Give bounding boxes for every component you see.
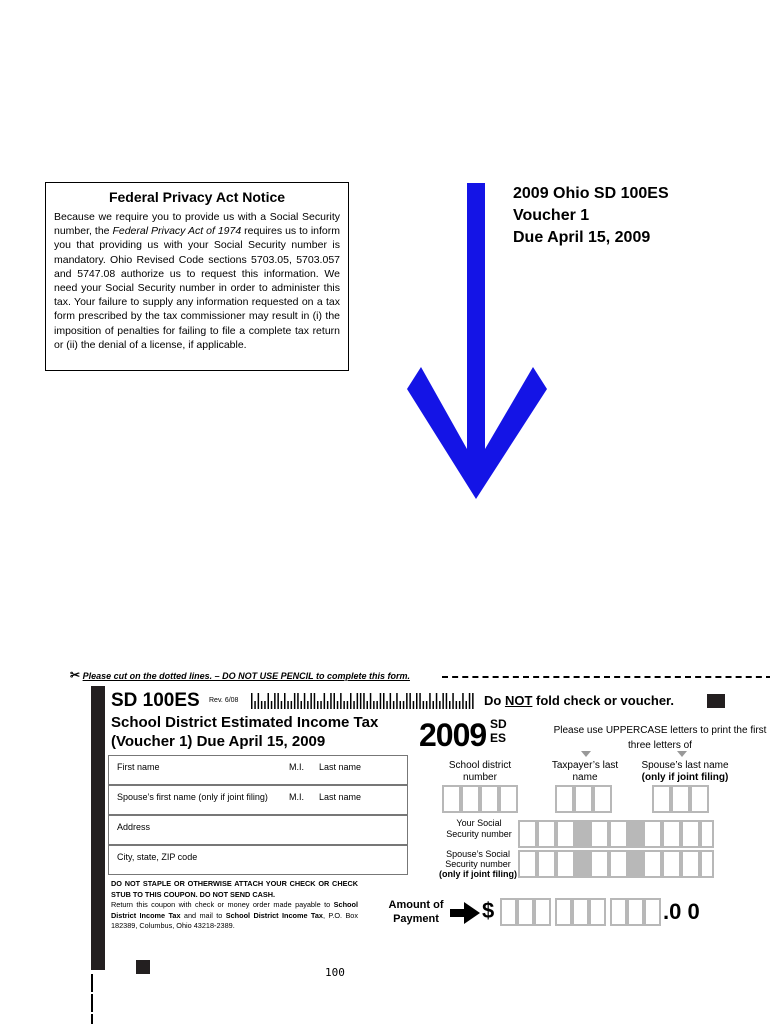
barcode-bar [419,693,421,709]
down-arrow-icon [405,181,550,501]
spouse-last-name-label: Last name [319,792,362,802]
barcode-bar [264,701,266,709]
barcode-bar [310,693,312,709]
barcode-bar [396,693,398,709]
first-name-label: First name [117,762,160,772]
form-name: SD 100ES [111,690,200,711]
barcode-bar [423,701,425,709]
mi-label: M.I. [289,762,304,772]
barcode-bar [370,693,372,709]
barcode-bar [327,701,329,709]
do-not-fold-notice: Do NOT fold check or voucher. [484,693,675,708]
registration-mark [707,694,725,708]
spouse-first-name-label: Spouse’s first name (only if joint filing) [117,792,268,802]
tick-mark [91,974,93,992]
form-type-label [490,717,507,745]
uppercase-note: Please use UPPERCASE letters to print the first three letters of [553,725,767,751]
cut-line [70,668,770,682]
barcode-bar [439,701,441,709]
down-triangle-icon [677,751,687,757]
barcode-bar [390,693,392,709]
form-title [111,713,378,751]
barcode-bar [466,701,468,709]
barcode-bar [449,701,451,709]
cents-value: .0 0 [663,899,700,924]
barcode-bar [251,693,253,709]
privacy-notice-box [45,182,349,371]
tax-year: 2009 [419,717,487,753]
barcode-bar [400,701,402,709]
spouse-ssn-boxes[interactable] [518,850,714,878]
barcode-bar [433,701,435,709]
taxpayer-last-name-boxes[interactable] [555,785,612,813]
barcode-bar [304,693,306,709]
address-field[interactable] [108,815,408,845]
barcode-bar [416,693,418,709]
barcode-bar [320,701,322,709]
barcode-bar [409,693,411,709]
spouse-name-field[interactable] [108,785,408,815]
voucher-number: Voucher 1 [513,207,590,224]
form-code: 100 [325,966,345,979]
barcode-bar [297,693,299,709]
revision-date: Rev. 6/08 [209,697,239,704]
amount-of-payment-label: Amount of Payment [388,899,444,925]
dollar-sign: $ [482,898,495,923]
sd-label: SD [490,717,507,731]
voucher-due-date: Due April 15, 2009 [513,229,651,246]
barcode-bar [271,701,273,709]
barcode-bar [261,701,263,709]
barcode-bar [376,701,378,709]
left-margin-bar [91,686,105,970]
barcode-bar [413,701,415,709]
barcode-bar [324,693,326,709]
mailing-instructions [111,879,358,932]
right-arrow-icon [450,902,480,924]
barcode-bar [334,693,336,709]
barcode-bar [350,693,352,709]
barcode-bar [274,693,276,709]
spouse-last-name-label: Spouse’s last name (only if joint filing) [641,760,729,783]
form-title-line1: School District Estimated Income Tax [111,714,379,731]
barcode-bar [426,701,428,709]
mail-to-text: Return this coupon with check or money order made payable to School District Income Tax and mail to School District Income Tax, P.O. Box 182389, Columbus, Ohio 43218-2389. [111,900,359,930]
school-district-boxes[interactable] [442,785,518,813]
first-name-field[interactable] [108,755,408,785]
registration-mark [136,960,150,974]
barcode-bar [314,693,316,709]
barcode-bar [258,693,260,709]
scissors-icon: ✂ [70,668,81,682]
barcode-bar [277,693,279,709]
barcode-bar [268,693,270,709]
barcode-bar [380,693,382,709]
staple-notice: DO NOT STAPLE OR OTHERWISE ATTACH YOUR CHECK OR CHECK STUB TO THIS COUPON. DO NOT SEND CASH. [111,879,358,899]
barcode-bar [393,701,395,709]
barcode-bar [406,693,408,709]
barcode-bar [462,693,464,709]
barcode-bar [291,701,293,709]
payment-amount-boxes[interactable] [500,898,662,926]
last-name-label: Last name [319,762,362,772]
barcode-bar [459,701,461,709]
barcode-bar [452,693,454,709]
spouse-ssn-label: Spouse’s Social Security number (only if joint filing) [439,849,517,879]
your-ssn-label: Your Social Security number [446,818,512,839]
barcode-bar [429,693,431,709]
spouse-mi-label: M.I. [289,792,304,802]
city-state-zip-field[interactable] [108,845,408,875]
barcode-bar [472,693,474,709]
barcode-bar [436,693,438,709]
barcode-bar [337,701,339,709]
barcode-bar [456,701,458,709]
postal-barcode [251,693,475,709]
barcode-bar [287,701,289,709]
school-district-label: School district number [448,760,512,783]
tick-mark [91,994,93,1012]
spouse-last-name-boxes[interactable] [652,785,709,813]
barcode-bar [340,693,342,709]
barcode-bar [301,701,303,709]
barcode-bar [383,693,385,709]
barcode-bar [317,701,319,709]
barcode-bar [347,701,349,709]
barcode-bar [307,701,309,709]
barcode-bar [294,693,296,709]
barcode-bar [363,693,365,709]
your-ssn-boxes[interactable] [518,820,714,848]
down-triangle-icon [581,751,591,757]
barcode-bar [343,701,345,709]
barcode-bar [367,701,369,709]
barcode-bar [357,693,359,709]
barcode-bar [353,701,355,709]
barcode-bar [446,693,448,709]
barcode-bar [469,693,471,709]
tick-mark [91,1014,93,1024]
address-label: Address [117,822,151,832]
barcode-bar [386,701,388,709]
privacy-title: Federal Privacy Act Notice [108,189,286,205]
voucher-title: 2009 Ohio SD 100ES [513,185,669,202]
barcode-bar [373,701,375,709]
privacy-text: Because we require you to provide us with a Social Security number, the Federal Privacy Act of 1974 requires us to inform you that providing us with your Social Security number is mandatory. Ohio Revised Code sections 5703.05, 5703.057 and 5747.08 authorize us to request this information. We need your Social Security number in order to administer this tax. Your failure to supply any information requested on a tax form prescribed by the tax commissioner may result in (i) the imposition of penalties for failing to file a complete tax return or (ii) the denial of a license, if applicable. [54,211,341,351]
barcode-bar [254,701,256,709]
form-title-line2: (Voucher 1) Due April 15, 2009 [111,733,326,750]
taxpayer-last-name-label: Taxpayer’s last name [551,760,619,783]
es-label: ES [490,731,507,745]
cut-instruction: Please cut on the dotted lines. – DO NOT USE PENCIL to complete this form. [82,671,410,681]
barcode-bar [360,693,362,709]
barcode-bar [281,701,283,709]
barcode-bar [330,693,332,709]
barcode-bar [284,693,286,709]
barcode-bar [403,701,405,709]
city-state-zip-label: City, state, ZIP code [117,852,198,862]
barcode-bar [442,693,444,709]
